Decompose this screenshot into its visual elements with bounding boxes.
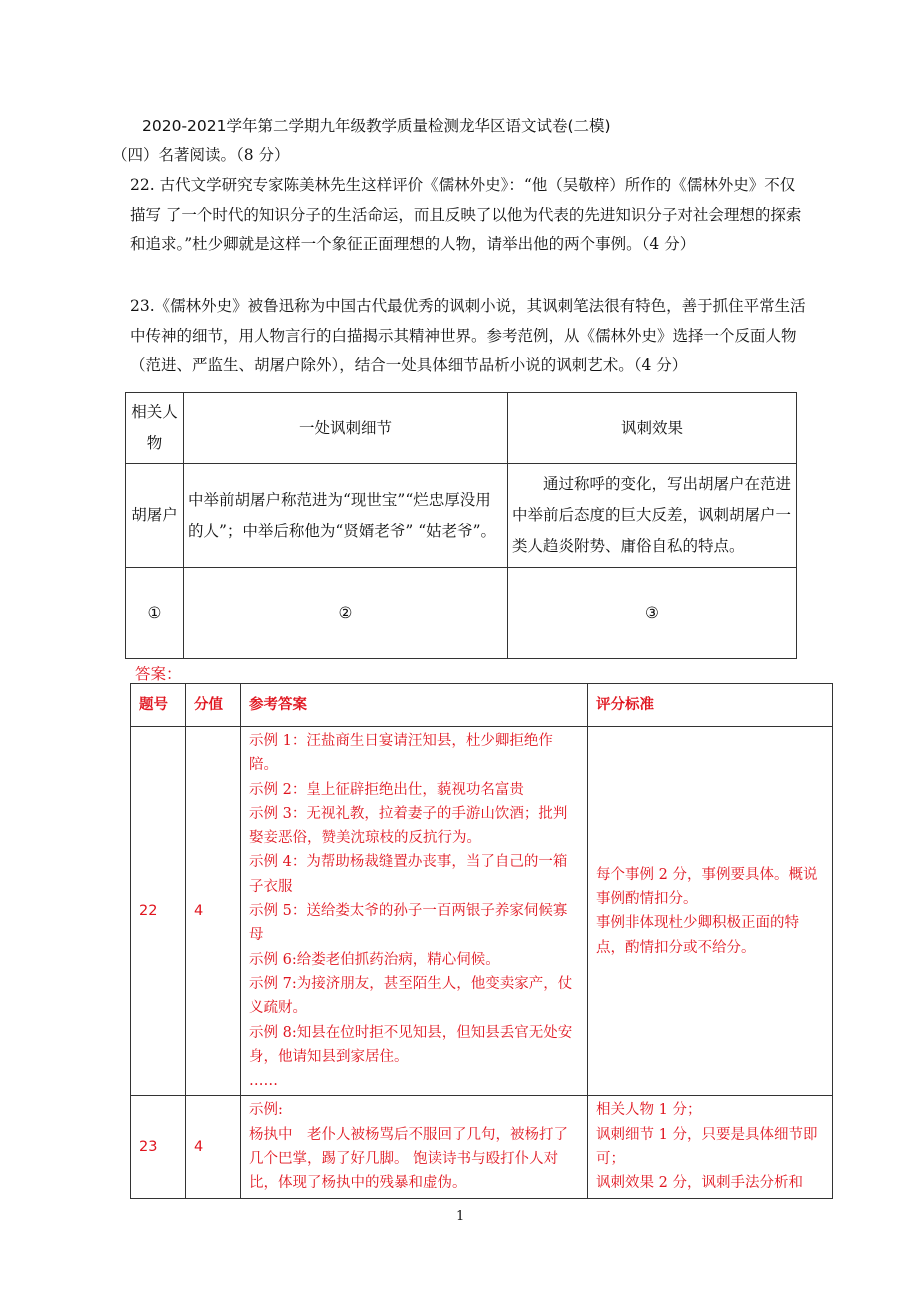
row-answer — [241, 727, 588, 1096]
example-detail: 中举前胡屠户称范进为“现世宝”“烂忠厚没用的人”；中举后称他为“贤婿老爷” “姑老爷”。 — [184, 464, 508, 568]
criteria-line: 相关人物 1 分； — [596, 1102, 702, 1119]
header-answer: 参考答案 — [241, 684, 588, 727]
header-detail: 一处讽刺细节 — [184, 393, 508, 464]
page-number: 1 — [456, 1209, 465, 1224]
answer-table — [130, 683, 833, 1199]
example-table — [125, 392, 797, 659]
answer-line: 示例 5：送给娄太爷的孙子一百两银子养家伺候寡母 — [249, 903, 568, 944]
criteria-line: 讽刺效果 2 分，讽刺手法分析和 — [596, 1175, 803, 1192]
header-number: 题号 — [131, 684, 186, 727]
answer-line: 杨执中 老仆人被杨骂后不服回了几句，被杨打了几个巴掌，踢了好几脚。 饱读诗书与殴打仆人对比，体现了杨执中的残暴和虚伪。 — [249, 1126, 568, 1192]
answer-line: 示例 4：为帮助杨裁缝置办丧事，当了自己的一箱子衣服 — [249, 854, 568, 895]
table-row — [131, 1096, 833, 1198]
answer-line: 示例 2：皇上征辟拒绝出仕，藐视功名富贵 — [249, 781, 524, 798]
question-22: 22. 古代文学研究专家陈美林先生这样评价《儒林外史》：“他（吴敬梓）所作的《儒林外史》不仅描写 了一个时代的知识分子的生活命运，而且反映了以他为代表的先进知识分子对社会理想的探索和追求。”杜少卿就是这样一个象征正面理想的人物，请举出他的两个事例。（4 分） — [130, 176, 802, 253]
answer-line: 示例 8:知县在位时拒不见知县，但知县丢官无处安身，他请知县到家居住。 — [249, 1024, 573, 1065]
answer-label: 答案： — [135, 665, 182, 683]
exam-title: 2020-2021学年第二学期九年级教学质量检测龙华区语文试卷(二模) — [142, 117, 611, 135]
row-number: 22 — [131, 727, 186, 1096]
header-effect: 讽刺效果 — [508, 393, 797, 464]
criteria-line: 每个事例 2 分，事例要具体。概说事例酌情扣分。 — [596, 866, 818, 907]
row-score: 4 — [186, 727, 241, 1096]
row-number: 23 — [131, 1096, 186, 1198]
answer-line: …… — [249, 1073, 278, 1090]
row-score: 4 — [186, 1096, 241, 1198]
answer-line: 示例 7:为接济朋友，甚至陌生人，他变卖家产，仗义疏财。 — [249, 975, 573, 1017]
answer-line: 示例 6:给娄老伯抓药治病，精心伺候。 — [249, 951, 500, 968]
example-character: 胡屠户 — [126, 464, 184, 568]
row-criteria — [588, 727, 833, 1096]
answer-line: 示例: — [249, 1102, 283, 1119]
answer-line: 示例 3：无视礼教，拉着妻子的手游山饮酒；批判娶妾恶俗，赞美沈琼枝的反抗行为。 — [249, 805, 568, 847]
question-23: 23.《儒林外史》被鲁迅称为中国古代最优秀的讽刺小说，其讽刺笔法很有特色，善于抓住平常生活中传神的细节，用人物言行的白描揭示其精神世界。参考范例，从《儒林外史》选择一个反面人物（范进、严监生、胡屠户除外），结合一处具体细节品析小说的讽刺艺术。（4 分） — [130, 297, 806, 374]
answer-line: 示例 1：汪盐商生日宴请汪知县，杜少卿拒绝作陪。 — [249, 733, 553, 774]
blank-2: ② — [184, 568, 508, 659]
row-answer — [241, 1096, 588, 1198]
blank-1: ① — [126, 568, 184, 659]
criteria-line: 事例非体现杜少卿积极正面的特点，酌情扣分或不给分。 — [596, 915, 799, 956]
header-score: 分值 — [186, 684, 241, 727]
section-heading: （四）名著阅读。（8 分） — [112, 146, 290, 164]
header-character: 相关人物 — [126, 393, 184, 464]
table-row — [131, 727, 833, 1096]
blank-3: ③ — [508, 568, 797, 659]
criteria-line: 讽刺细节 1 分，只要是具体细节即可； — [596, 1126, 818, 1168]
row-criteria — [588, 1096, 833, 1198]
header-criteria: 评分标准 — [588, 684, 833, 727]
example-effect: 通过称呼的变化，写出胡屠户在范进中举前后态度的巨大反差，讽刺胡屠户一类人趋炎附势、庸俗自私的特点。 — [508, 464, 797, 568]
